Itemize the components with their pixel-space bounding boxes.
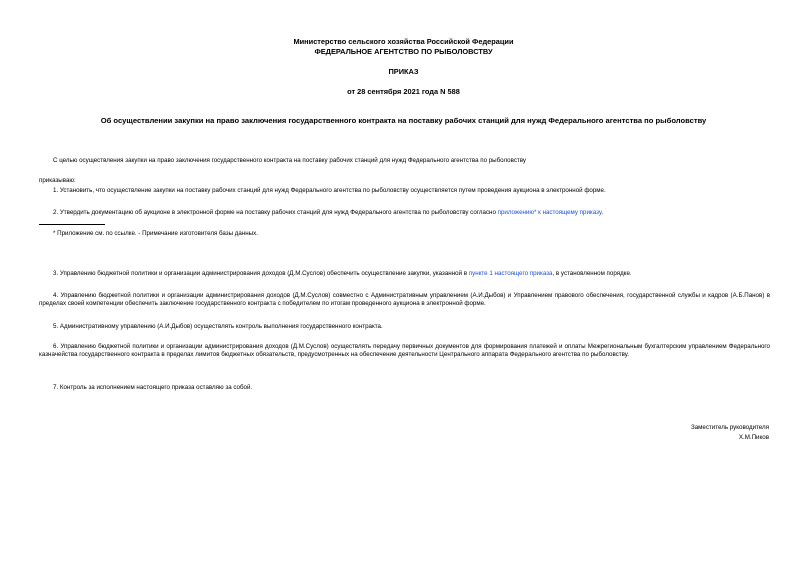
item-2-text: 2. Утвердить документацию об аукционе в электронной форме на поставку рабочих станций для нужд Федерального агентства по рыболовству согласно: [53, 209, 498, 216]
item-2-end: .: [601, 209, 604, 216]
item-3: [39, 270, 770, 278]
signatory-position: Заместитель руководителя: [690, 424, 769, 431]
document-type: ПРИКАЗ: [388, 67, 419, 76]
ministry-name: Министерство сельского хозяйства Российской Федерации: [293, 37, 514, 46]
item-4: 4. Управлению бюджетной политики и организации администрирования доходов (Д.М.Суслов) совместно с Административным управлением (А.И.Дыбов) и Управлением правового обеспечения, государственной службы и кадров (А.Б.Панов) в пределах своей компетенции обеспечить заключение государственного контракта с победителем по итогам проведенного аукциона в электронной форме.: [39, 292, 770, 308]
item-6: 6. Управлению бюджетной политики и организации администрирования доходов (Д.М.Суслов) осуществлять передачу первичных документов для формирования платежей и оплаты Межрегиональным бухгалтерским управлением Федерального казначейства государственного контракта в пределах лимитов бюджетных обязательств, предусмотренных на обеспечение деятельности Центрального аппарата Федерального агентства по рыболовству.: [39, 343, 770, 359]
footnote: * Приложение см. по ссылке. - Примечание изготовителя базы данных.: [53, 230, 258, 237]
preamble: С целью осуществления закупки на право заключения государственного контракта на поставку рабочих станций для нужд Федерального агентства по рыболовству: [53, 157, 526, 164]
document-title: Об осуществлении закупки на право заключения государственного контракта на поставку рабочих станций для нужд Федерального агентства по рыболовству: [100, 116, 707, 125]
item-2: [39, 209, 770, 217]
item-1: 1. Установить, что осуществление закупки на поставку рабочих станций для нужд Федерального агентства по рыболовству осуществляется путем проведения аукциона в электронной форме.: [53, 187, 606, 194]
agency-name: ФЕДЕРАЛЬНОЕ АГЕНТСТВО ПО РЫБОЛОВСТВУ: [314, 47, 493, 56]
footnote-separator: [39, 224, 105, 225]
item-7: 7. Контроль за исполнением настоящего приказа оставляю за собой.: [53, 384, 253, 391]
item-3-end: , в установленном порядке.: [552, 270, 632, 277]
point-1-link[interactable]: пункте 1 настоящего приказа: [468, 270, 553, 277]
document-date-number: от 28 сентября 2021 года N 588: [347, 87, 460, 96]
signatory-name: Х.М.Пиков: [738, 434, 769, 441]
item-5: 5. Административному управлению (А.И.Дыбов) осуществлять контроль выполнения государственного контракта.: [53, 323, 383, 330]
appendix-link[interactable]: приложению* к настоящему приказу: [497, 209, 602, 216]
order-word: приказываю:: [39, 177, 76, 184]
item-3-text: 3. Управлению бюджетной политики и организации администрирования доходов (Д.М.Суслов) обеспечить осуществление закупки, указанной в: [53, 270, 469, 277]
